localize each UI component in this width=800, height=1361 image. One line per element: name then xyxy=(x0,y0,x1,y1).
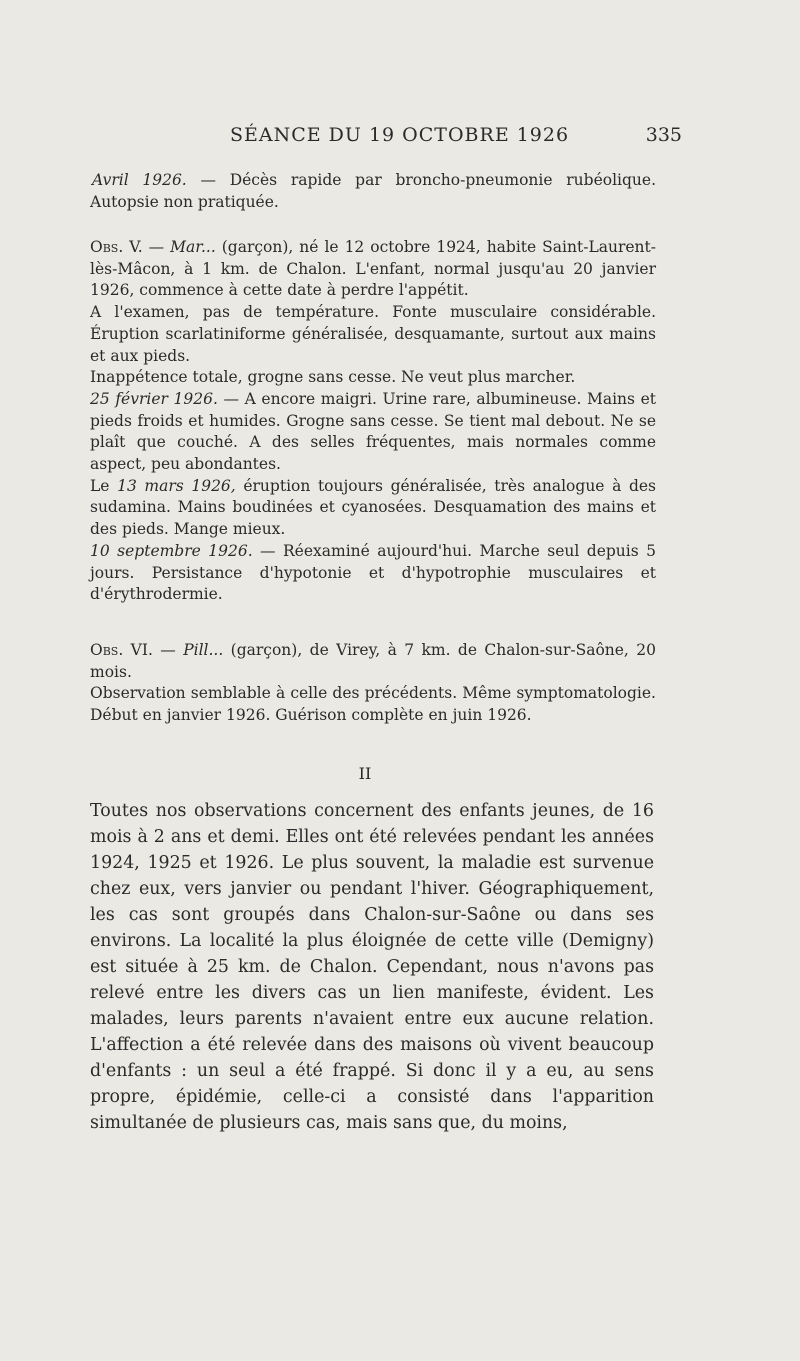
obs5-paragraph-3: Inappétence totale, grogne sans cesse. Ne veut plus marcher. xyxy=(90,368,576,387)
section-number: II xyxy=(358,764,372,783)
obs6-paragraph-2: Observation semblable à celle des précédents. Même symptomatologie. Début en janvier 1926. Guérison complète en juin 1926. xyxy=(90,684,656,725)
obs5-paragraph-4: — A encore maigri. Urine rare, albumineuse. Mains et pieds froids et humides. Grogne sans cesse. Se tient mal debout. Ne se plaît que couché. A des selles fréquentes, mais normales comme aspect, peu abondantes. xyxy=(90,389,656,474)
obs5-paragraph-6: — Réexaminé aujourd'hui. Marche seul depuis 5 jours. Persistance d'hypotonie et d'hypotrophie musculaires et d'érythrodermie. xyxy=(90,541,656,604)
observation-6 xyxy=(90,640,656,727)
obs4-conclusion xyxy=(90,170,656,213)
obs5-paragraph-5b: éruption toujours généralisée, très analogue à des sudamina. Mains boudinées et cyanosées. Desquamation des mains et des pieds. Mange mieux. xyxy=(90,476,656,539)
obs5-paragraph-5a: Le xyxy=(90,476,118,495)
obs5-paragraph-2: A l'examen, pas de température. Fonte musculaire considérable. Éruption scarlatiniforme généralisée, desquamante, surtout aux mains et aux pieds. xyxy=(90,303,656,365)
obs4-text: — Décès rapide par broncho-pneumonie rubéolique. Autopsie non pratiquée. xyxy=(90,171,656,211)
observation-5: Obs. V. — Mar... (garçon), né le 12 octobre 1924, habite Saint-Laurent-lès-Mâcon, à 1 km. de Chalon. L'enfant, normal jusqu'au 20 janvier 1926, commence à cette date à perdre l'appétit. A l'examen, pas de température. Fonte musculaire considérable. Éruption scarlatiniforme généralisée, desquamante, surtout aux mains et aux pieds. Inappétence totale, grogne sans cesse. Ne veut plus marcher. 25 février 1926. — A encore maigri. Urine rare, albumineuse. Mains et pieds froids et humides. Grogne sans cesse. Se tient mal debout. Ne se plaît que couché. A des selles fréquentes, mais normales comme aspect, peu abondantes. Le 13 mars 1926, éruption toujours généralisée, très analogue à des sudamina. Mains boudinées et cyanosées. Desquamation des mains et des pieds. Mange mieux. 10 septembre 1926. — Réexaminé aujourd'hui. Marche seul depuis 5 jours. Persistance d'hypotonie et d'hypotrophie musculaires et d'érythrodermie. xyxy=(90,238,656,604)
obs5-label: Obs. V. xyxy=(90,238,143,256)
discussion-paragraph xyxy=(90,798,654,1136)
obs6-name: Pill... xyxy=(183,641,224,659)
obs5-intro: (garçon), né le 12 octobre 1924, habite Saint-Laurent-lès-Mâcon, à 1 km. de Chalon. L'enfant, normal jusqu'au 20 janvier 1926, commence à cette date à perdre l'appétit. xyxy=(90,238,656,300)
obs6-intro: (garçon), de Virey, à 7 km. de Chalon-sur-Saône, 20 mois. xyxy=(90,641,656,681)
page-number: 335 xyxy=(645,124,682,146)
obs5-date-1: 25 février 1926. xyxy=(90,389,218,408)
body-text: Toutes nos observations concernent des enfants jeunes, de 16 mois à 2 ans et demi. Elles ont été relevées pendant les années 1924, 1925 et 1926. Le plus souvent, la maladie est survenue chez eux, vers janvier ou pendant l'hiver. Géographiquement, les cas sont groupés dans Chalon-sur-Saône ou dans ses environs. La localité la plus éloignée de cette ville (Demigny) est située à 25 km. de Chalon. Cependant, nous n'avons pas relevé entre les divers cas un lien manifeste, évident. Les malades, leurs parents n'avaient entre eux aucune relation. L'affection a été relevée dans des maisons où vivent beaucoup d'enfants : un seul a été frappé. Si donc il y a eu, au sens propre, épidémie, celle-ci a consisté dans l'apparition simultanée de plusieurs cas, mais sans que, du moins, xyxy=(90,801,654,1133)
obs6-dash: — xyxy=(152,641,184,659)
header-title: SÉANCE DU 19 OCTOBRE 1926 xyxy=(230,124,570,146)
obs5-date-3: 10 septembre 1926. xyxy=(90,541,253,560)
obs5-date-2: 13 mars 1926, xyxy=(117,476,236,495)
obs6-label: Obs. VI. xyxy=(90,641,153,659)
obs4-date: Avril 1926. xyxy=(92,171,187,189)
running-header xyxy=(0,124,800,154)
obs5-name: Mar... xyxy=(170,238,216,256)
